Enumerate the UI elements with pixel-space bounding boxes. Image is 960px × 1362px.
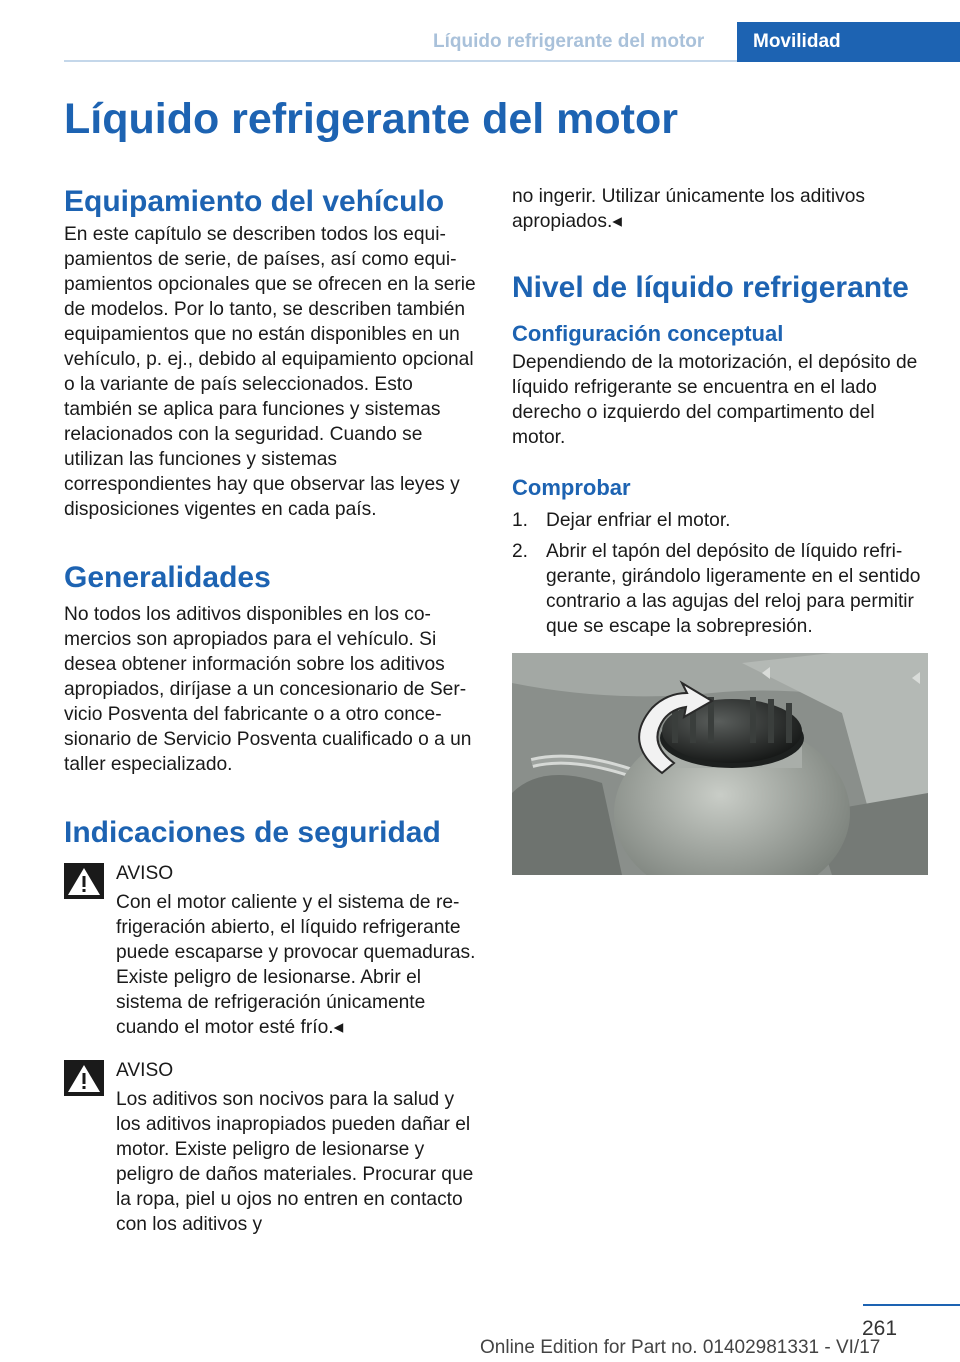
warning-block-1	[64, 861, 478, 1040]
check-steps-list	[512, 508, 926, 639]
equipment-heading: Equipamiento del vehículo	[64, 185, 445, 218]
page-title: Líquido refrigerante del motor	[64, 95, 678, 143]
warning-block-2	[64, 1058, 478, 1237]
step-text: Abrir el tapón del depósito de líquido refrigerante, girándolo ligeramente en el sentido contrario a las agujas del reloj para permitir que se escape la sobrepresión.	[546, 541, 921, 637]
warning-label-2: AVISO	[116, 1060, 174, 1081]
warning-text-1: Con el motor caliente y el sistema de refrigeración abierto, el líquido refrigerante puede escaparse y provocar quemaduras. Existe peligro de lesionarse. Abrir el sistema de refrigeración únicamente cuando el motor esté frío.◂	[116, 892, 476, 1038]
warning-label-1: AVISO	[116, 863, 174, 884]
warning-continuation: no ingerir. Utilizar únicamente los aditivos apropiados.◂	[512, 186, 866, 232]
step-number: 1.	[512, 510, 529, 531]
general-heading: Generalidades	[64, 561, 271, 594]
list-item	[512, 508, 926, 533]
coolant-reservoir-photo	[512, 653, 928, 875]
safety-heading: Indicaciones de seguridad	[64, 816, 441, 849]
concept-text: Dependiendo de la motorización, el depósito de líquido refrigerante se encuentra en el lado derecho o izquierdo del compartimento del motor.	[512, 352, 918, 448]
header-section-title: Líquido refrigerante del motor	[433, 31, 705, 52]
edition-note: Online Edition for Part no. 01402981331 - VI/17	[480, 1337, 881, 1358]
level-heading: Nivel de líquido refrigerante	[512, 271, 909, 304]
concept-heading: Configuración conceptual	[512, 321, 784, 346]
page-number: 261	[862, 1317, 898, 1340]
step-number: 2.	[512, 541, 529, 562]
general-text: No todos los aditivos disponibles en los comercios son apropiados para el vehículo. Si desea obtener información sobre los aditivos apropiados, diríjase a un concesionario de Servicio Posventa del fabricante o a otro concesionario de Servicio Posventa cualificado o a un taller especializado.	[64, 604, 472, 775]
warning-text-2: Los aditivos son nocivos para la salud y los aditivos inapropiados pueden dañar el motor. Existe peligro de lesionarse y peligro de daños materiales. Procurar que la ropa, piel u ojos no entren en contacto con los aditivos y	[116, 1089, 474, 1235]
check-heading: Comprobar	[512, 475, 631, 500]
list-item	[512, 539, 926, 639]
equipment-text: En este capítulo se describen todos los equipamientos de serie, de países, así como equipamientos opcionales que se ofrecen en la serie de modelos. Por lo tanto, se describen también equipamientos que no están disponibles en un vehículo, p. ej., debido al equipamiento opcional o la variante de país seleccionados. Esto también se aplica para funciones y sistemas relacionados con la seguridad. Cuando se utilizan las funciones y sistemas correspondientes hay que observar las leyes y disposiciones vigentes en cada país.	[64, 224, 476, 520]
right-column	[512, 184, 926, 875]
warning-triangle-icon	[64, 1060, 104, 1096]
warning-triangle-icon	[64, 863, 104, 899]
left-column	[64, 184, 478, 1237]
step-text: Dejar enfriar el motor.	[546, 510, 731, 531]
header-tab-movilidad[interactable]: Movilidad	[737, 22, 960, 62]
footer-rule	[863, 1304, 960, 1306]
